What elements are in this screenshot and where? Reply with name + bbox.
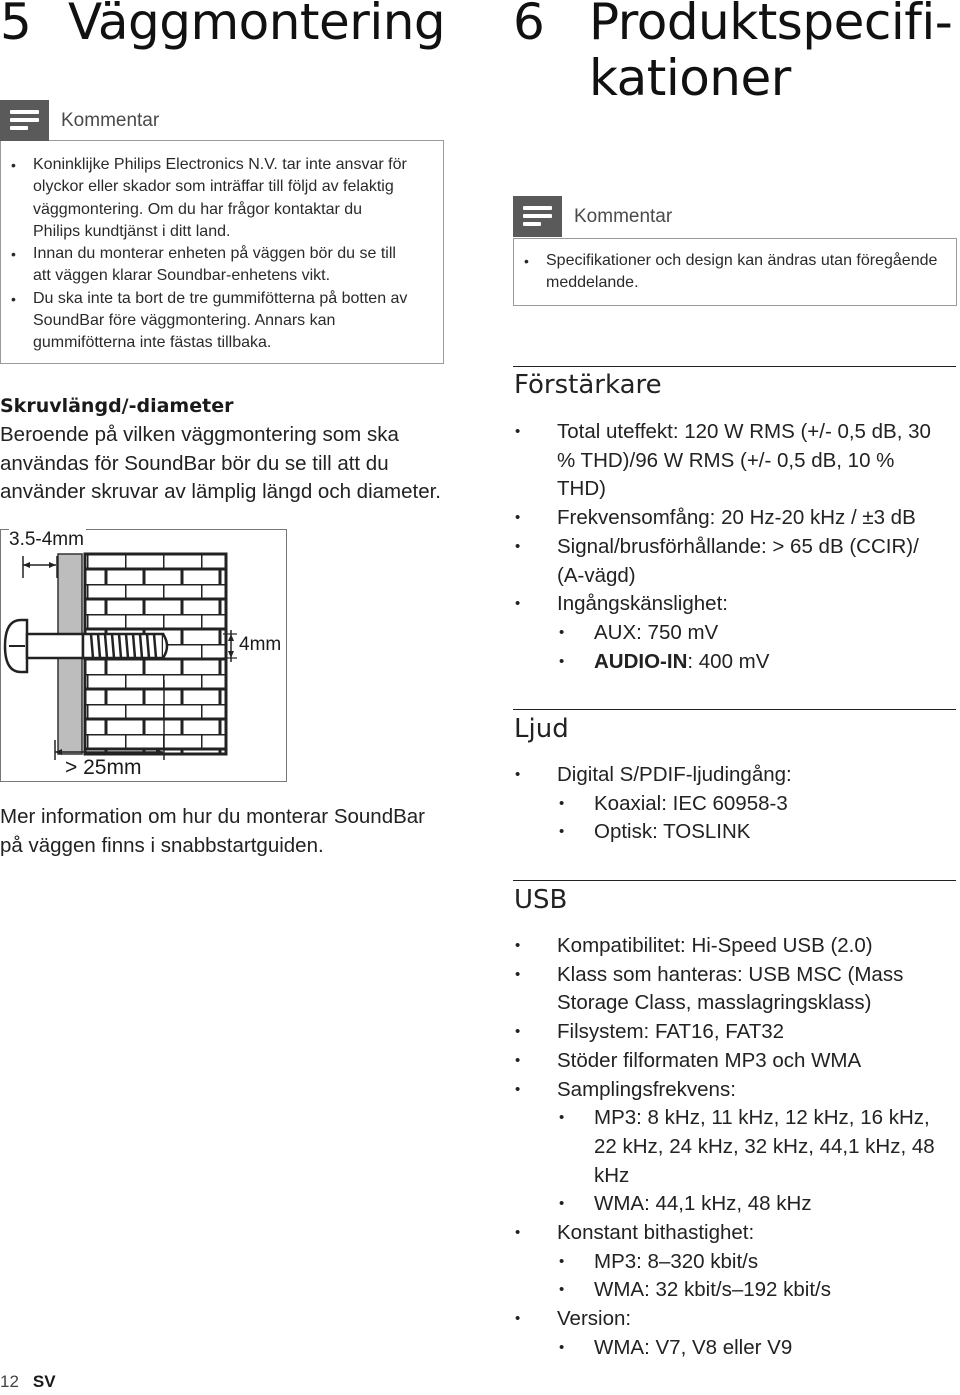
page-footer — [0, 1372, 56, 1392]
spec-subitem: • WMA: V7, V8 eller V9 — [557, 1334, 958, 1363]
thread-label: 4mm — [239, 634, 282, 655]
section-title-wall-mount — [0, 0, 445, 50]
spec-subitem: • MP3: 8–320 kbit/s — [557, 1248, 958, 1277]
spec-item — [513, 761, 958, 847]
spec-item — [513, 1076, 958, 1220]
section-number: 5 — [0, 0, 32, 51]
note-item: • Du ska inte ta bort de tre gummifötterna på botten av SoundBar före väggmontering. Annars kan gummifötterna inte fästas tillbaka. — [1, 288, 411, 355]
spec-item-label: Konstant bithastighet: — [557, 1221, 755, 1245]
section-title-text-1: Produktspecifi- — [589, 0, 953, 51]
spec-subitem: • Koaxial: IEC 60958-3 — [557, 790, 958, 819]
spec-item: • Klass som hanteras: USB MSC (Mass Storage Class, masslagringsklass) — [513, 961, 958, 1018]
screw-diagram-svg — [1, 530, 288, 783]
language-code: SV — [32, 1372, 56, 1391]
more-info-text: Mer information om hur du monterar SoundBar på väggen finns i snabbstartguiden. — [0, 805, 426, 857]
note-box-specs — [513, 238, 957, 306]
note-box-wall-mount — [0, 140, 444, 364]
rule-amplifier — [513, 366, 956, 367]
diameter-label: 3.5-4mm — [9, 529, 84, 550]
sound-title: Ljud — [514, 714, 569, 744]
spec-sublist — [557, 1334, 958, 1363]
note-title: Kommentar — [61, 109, 160, 131]
note-list — [1, 154, 411, 355]
rule-usb — [513, 880, 956, 881]
spec-sublist — [557, 619, 958, 676]
sound-list — [513, 761, 958, 847]
spec-item-label: Ingångskänslighet: — [557, 592, 728, 616]
audioin-value: : 400 mV — [687, 649, 770, 673]
spec-sublist — [557, 790, 958, 847]
rule-sound — [513, 709, 956, 710]
spec-sublist — [557, 1248, 958, 1305]
section-title-text-2: kationer — [589, 49, 791, 107]
section-title-specs-line2 — [589, 51, 791, 106]
page-number: 12 — [0, 1372, 19, 1391]
amplifier-list — [513, 418, 958, 676]
spec-item: • Signal/brusförhållande: > 65 dB (CCIR)/ (A-vägd) — [513, 533, 958, 590]
spec-sublist — [557, 1104, 958, 1219]
audioin-label: AUDIO-IN — [594, 649, 688, 673]
note-item: • Koninklijke Philips Electronics N.V. tar inte ansvar för olyckor eller skador som inträffar till följd av felaktig väggmontering. Om du har frågor kontaktar du Philips kundtjänst i ditt land. — [1, 154, 411, 243]
note-item: • Specifikationer och design kan ändras utan föregående meddelande. — [514, 250, 944, 295]
screw-text: Beroende på vilken väggmontering som ska användas för SoundBar bör du se till att du använder skruvar av lämplig längd och diameter. — [0, 423, 441, 503]
section-title-text: Väggmontering — [68, 0, 446, 51]
spec-item — [513, 1219, 958, 1305]
spec-subitem: • Optisk: TOSLINK — [557, 818, 958, 847]
amplifier-title: Förstärkare — [514, 370, 662, 400]
spec-item — [513, 590, 958, 676]
spec-item-label: Version: — [557, 1307, 632, 1331]
spec-item: • Kompatibilitet: Hi-Speed USB (2.0) — [513, 932, 958, 961]
screw-thread — [83, 634, 163, 658]
note-header — [513, 196, 672, 237]
usb-title: USB — [514, 885, 568, 915]
note-icon — [0, 100, 49, 141]
length-label: > 25mm — [65, 756, 142, 779]
spec-item — [513, 1305, 958, 1362]
spec-item-label: Digital S/PDIF-ljudingång: — [557, 763, 792, 786]
spec-subitem: • AUX: 750 mV — [557, 619, 958, 648]
spec-item: • Total uteffekt: 120 W RMS (+/- 0,5 dB, 30 % THD)/96 W RMS (+/- 0,5 dB, 10 % THD) — [513, 418, 958, 504]
section-number: 6 — [513, 0, 545, 51]
spec-subitem: • WMA: 44,1 kHz, 48 kHz — [557, 1190, 958, 1219]
note-list — [514, 250, 944, 295]
note-icon — [513, 196, 562, 237]
spec-subitem: • MP3: 8 kHz, 11 kHz, 12 kHz, 16 kHz, 22 kHz, 24 kHz, 32 kHz, 44,1 kHz, 48 kHz — [557, 1104, 958, 1190]
note-header — [0, 100, 159, 141]
note-title: Kommentar — [574, 205, 673, 227]
spec-item: • Frekvensomfång: 20 Hz-20 kHz / ±3 dB — [513, 504, 958, 533]
usb-list — [513, 932, 958, 1363]
note-item: • Innan du monterar enheten på väggen bör du se till att väggen klarar Soundbar-enhetens vikt. — [1, 243, 411, 288]
spec-subitem: • WMA: 32 kbit/s–192 kbit/s — [557, 1276, 958, 1305]
screw-diagram — [0, 529, 287, 782]
screw-shank — [27, 634, 83, 658]
screw-heading: Skruvlängd/-diameter — [0, 395, 234, 417]
spec-subitem — [557, 648, 958, 677]
spec-item-label: Samplingsfrekvens: — [557, 1077, 736, 1101]
section-title-specs — [513, 0, 952, 50]
spec-item: • Filsystem: FAT16, FAT32 — [513, 1018, 958, 1047]
spec-item: • Stöder filformaten MP3 och WMA — [513, 1047, 958, 1076]
